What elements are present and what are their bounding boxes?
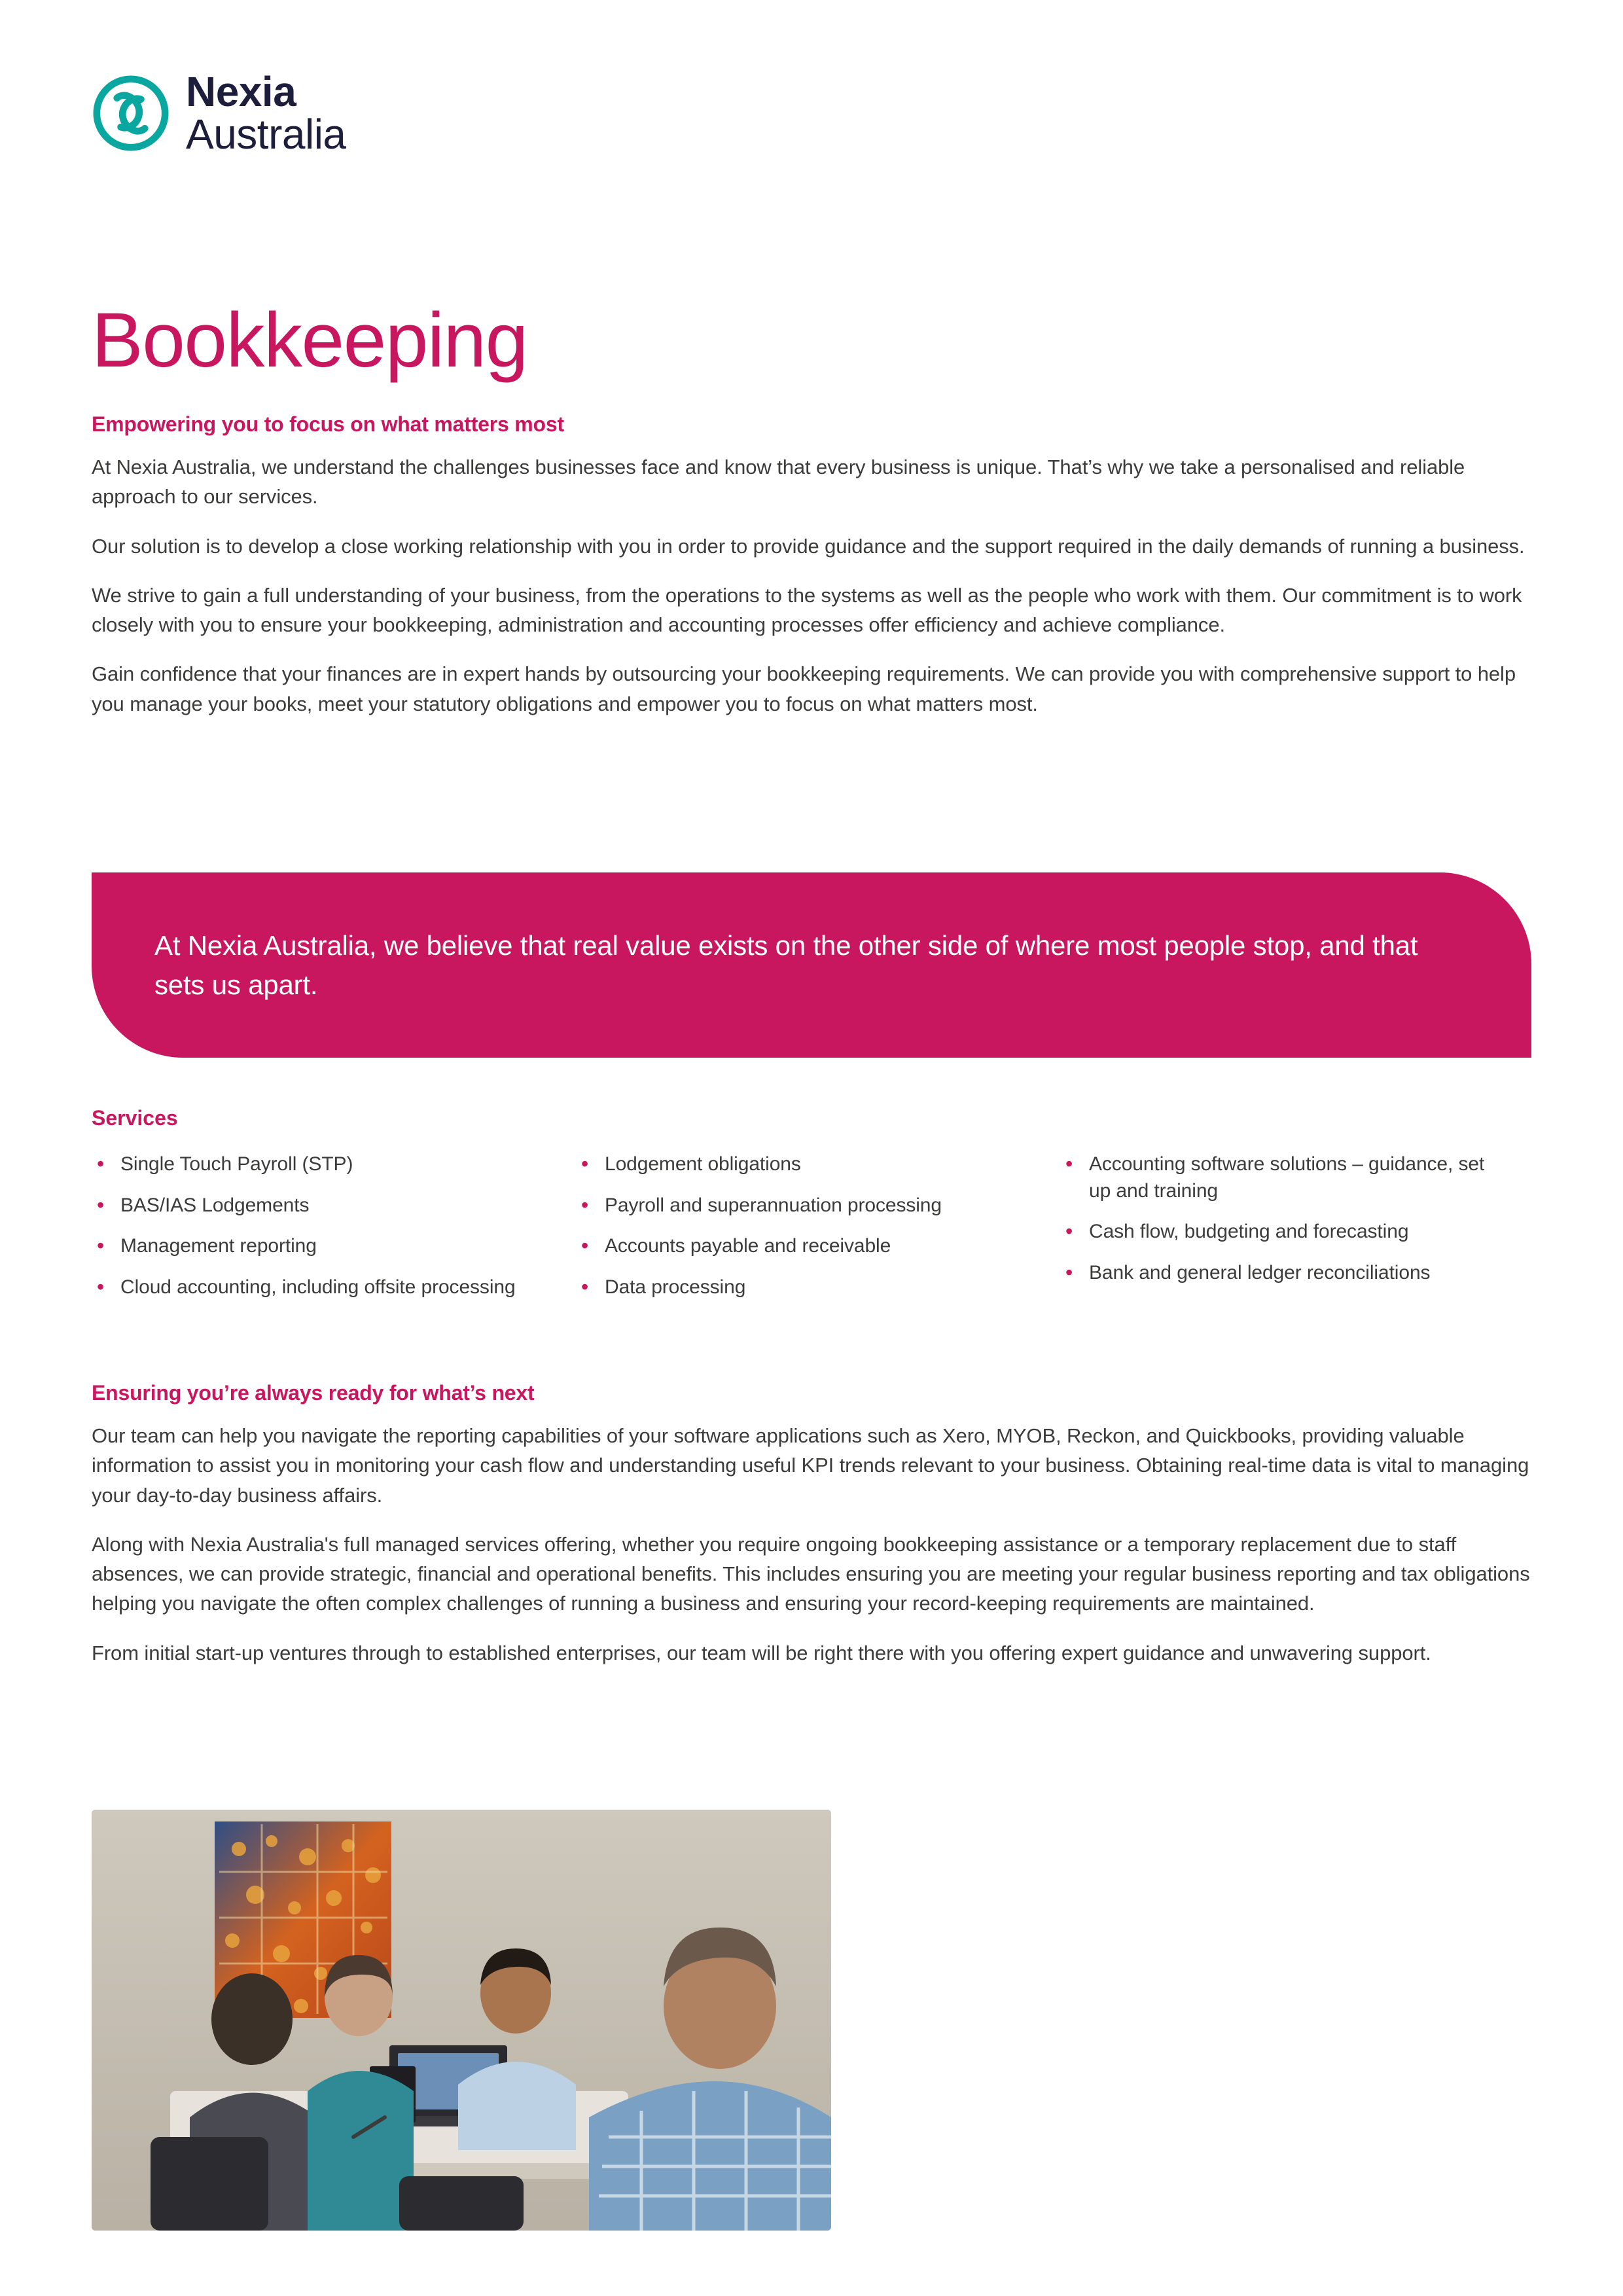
brand-logo	[93, 68, 346, 158]
second-section	[92, 1381, 1531, 1668]
second-heading: Ensuring you’re always ready for what’s next	[92, 1381, 535, 1405]
intro-paragraph-3: We strive to gain a full understanding of your business, from the operations to the systems as well as the people who work with them. Our commitment is to work closely with you to ensure your bookkeeping, administration and accounting processes offer efficiency and achieve compliance.	[92, 583, 1522, 636]
services-column-1	[92, 1151, 576, 1315]
services-column-2	[576, 1151, 1060, 1315]
page-title: Bookkeeping	[92, 297, 527, 384]
services-heading: Services	[92, 1106, 178, 1130]
intro-section	[92, 412, 1531, 719]
nexia-swirl-logo-icon	[93, 75, 169, 151]
services-section	[92, 1106, 1531, 1315]
brand-name-line1: Nexia	[186, 68, 296, 115]
second-paragraph-3: From initial start-up ventures through to established enterprises, our team will be right there with you offering expert guidance and unwavering support.	[92, 1641, 1431, 1664]
brand-name-line2: Australia	[186, 111, 346, 158]
list-item: • Cash flow, budgeting and forecasting	[1060, 1219, 1505, 1246]
services-column-3	[1060, 1151, 1531, 1315]
list-item: • Bank and general ledger reconciliations	[1060, 1260, 1505, 1287]
second-paragraph-1: Our team can help you navigate the reporting capabilities of your software applications such as Xero, MYOB, Reckon, and Quickbooks, providing valuable information to assist you in monitoring your cash flow and understanding useful KPI trends relevant to your business. Obtaining real-time data is vital to managing your day-to-day business affairs.	[92, 1424, 1529, 1507]
list-item: • Single Touch Payroll (STP)	[92, 1151, 550, 1178]
list-item: • Payroll and superannuation processing	[576, 1193, 1034, 1219]
list-item: • Accounting software solutions – guidance, set up and training	[1060, 1151, 1505, 1204]
list-item: • Cloud accounting, including offsite processing	[92, 1274, 550, 1301]
list-item: • Management reporting	[92, 1233, 550, 1260]
intro-paragraph-2: Our solution is to develop a close working relationship with you in order to provide guidance and the support required in the daily demands of running a business.	[92, 534, 1525, 558]
second-paragraph-2: Along with Nexia Australia's full managed services offering, whether you require ongoing bookkeeping assistance or a temporary replacement due to staff absences, we can provide strategic, financial and operational benefits. This includes ensuring you are meeting your regular business reporting and tax obligations helping you navigate the often complex challenges of running a business and ensuring your record-keeping requirements are maintained.	[92, 1532, 1530, 1615]
list-item: • Accounts payable and receivable	[576, 1233, 1034, 1260]
pull-quote-text: At Nexia Australia, we believe that real value exists on the other side of where most people stop, and that sets us apart.	[154, 929, 1418, 1000]
intro-paragraph-4: Gain confidence that your finances are in expert hands by outsourcing your bookkeeping requirements. We can provide you with comprehensive support to help you manage your books, meet your statutory obligations and empower you to focus on what matters most.	[92, 662, 1516, 715]
list-item: • Lodgement obligations	[576, 1151, 1034, 1178]
intro-paragraph-1: At Nexia Australia, we understand the challenges businesses face and know that every business is unique. That’s why we take a personalised and reliable approach to our services.	[92, 456, 1465, 509]
meeting-room-photo	[92, 1810, 831, 2231]
intro-heading: Empowering you to focus on what matters most	[92, 412, 564, 436]
list-item: • BAS/IAS Lodgements	[92, 1193, 550, 1219]
pull-quote-banner	[92, 872, 1531, 1058]
list-item: • Data processing	[576, 1274, 1034, 1301]
